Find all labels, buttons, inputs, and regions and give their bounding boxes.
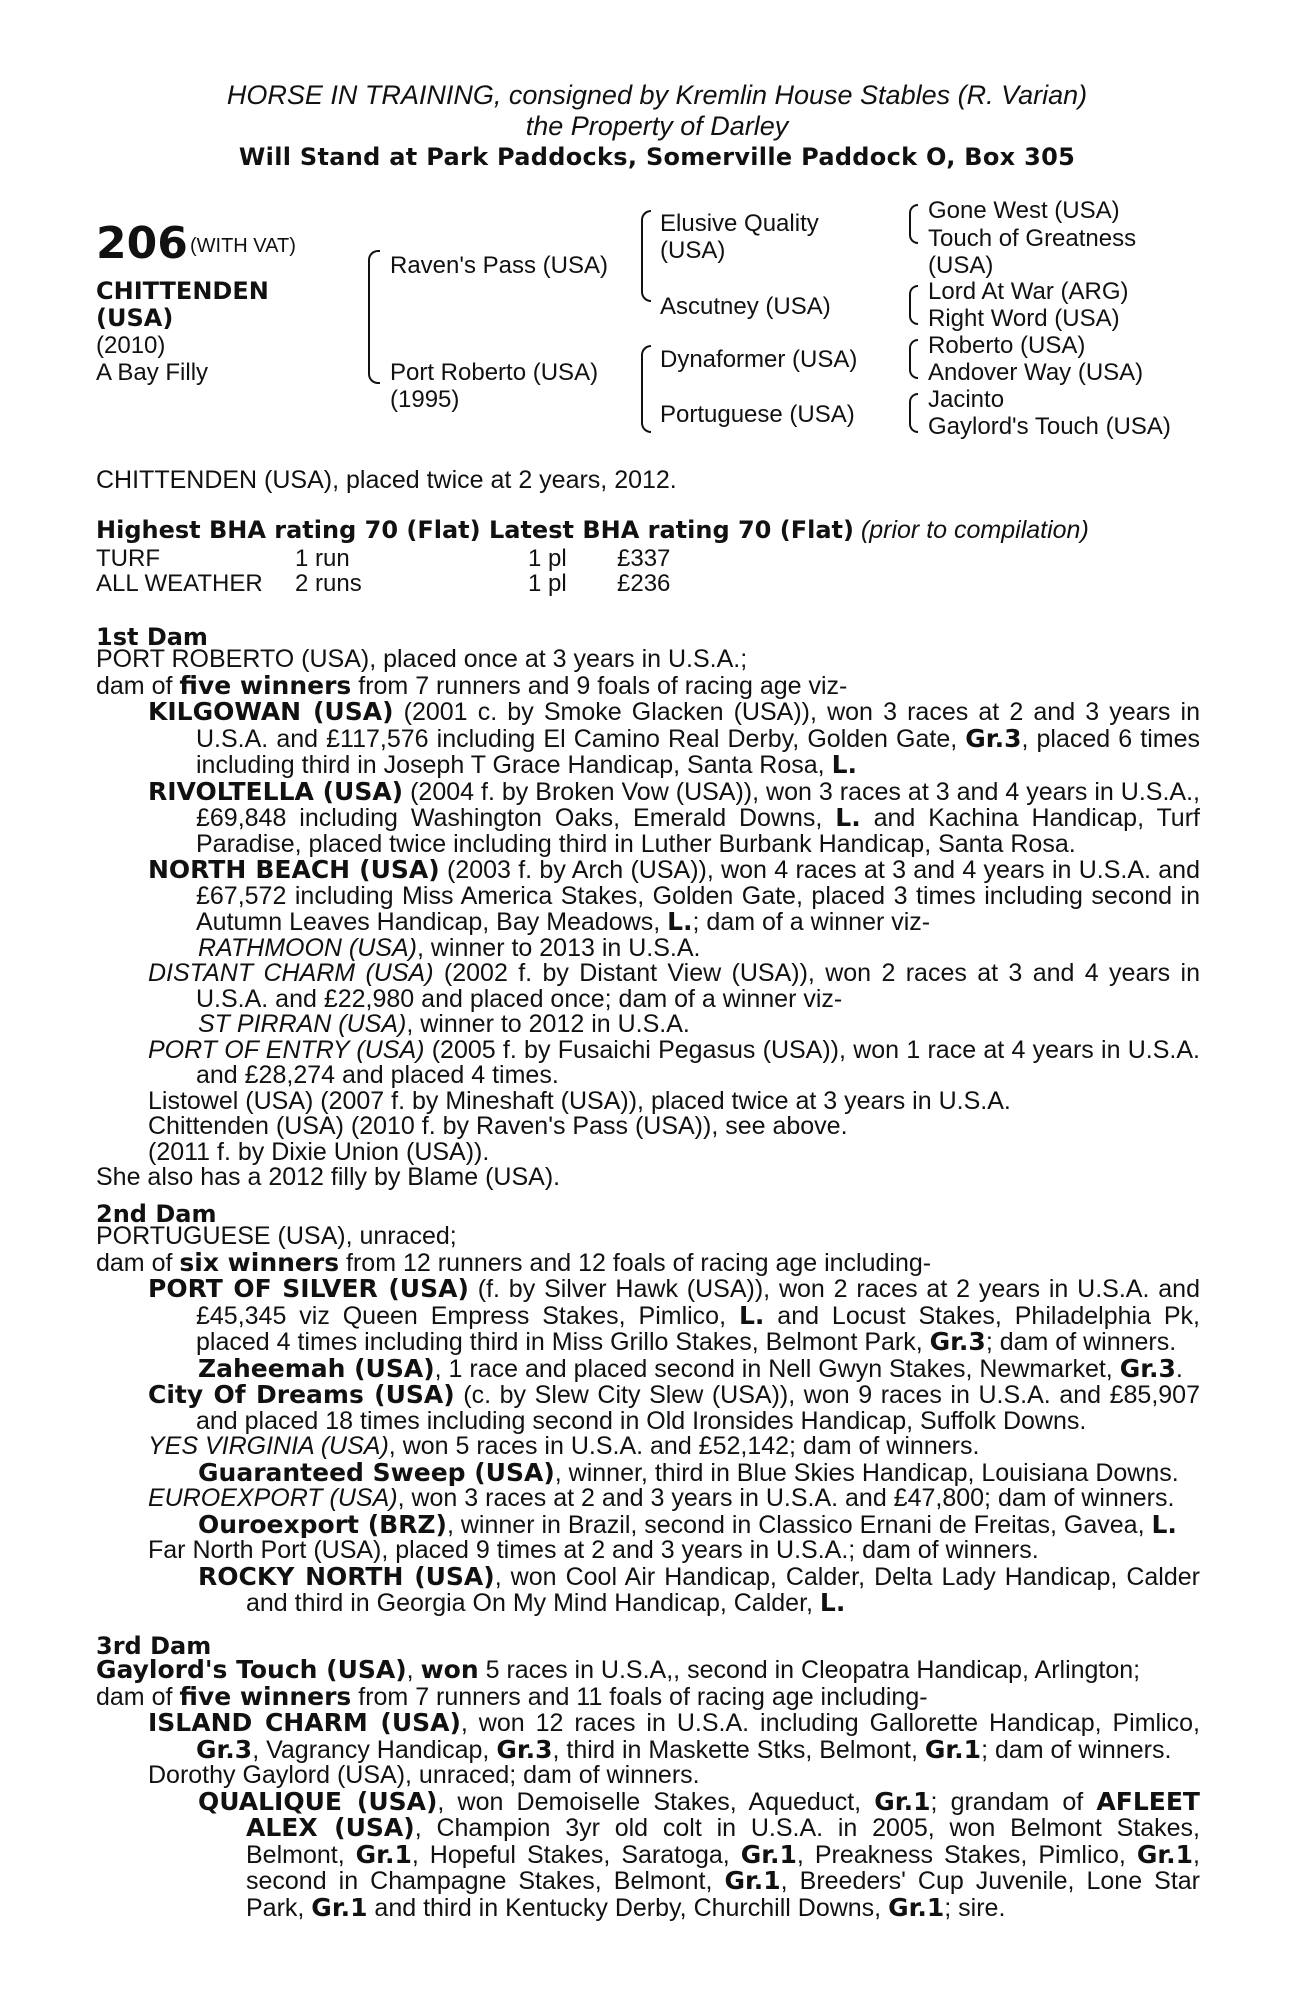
sire-sire: Elusive Quality: [660, 210, 819, 237]
horse-name: RIVOLTELLA (USA): [148, 776, 404, 806]
horse-name: DISTANT CHARM (USA): [148, 959, 434, 987]
text-run: and third in Kentucky Derby, Churchill Downs,: [367, 1893, 889, 1922]
pedigree-brace: [641, 210, 651, 302]
produce-entry: [96, 1434, 1200, 1460]
horse-country: (USA): [96, 304, 174, 332]
produce-entry: [96, 1382, 1200, 1434]
rating-row-turf-earnings: £337: [617, 545, 671, 572]
grade-label: Gr.1: [724, 1866, 781, 1895]
text-run: , won 5 races in U.S.A. and £52,142; dam of winners.: [388, 1432, 980, 1460]
sire-sire-sire: Gone West (USA): [928, 197, 1120, 224]
produce-entry: [96, 961, 1200, 1012]
produce-entry: [96, 699, 1200, 779]
rating-row-aw-runs: 2 runs: [295, 570, 362, 597]
horse-name: ST PIRRAN (USA): [198, 1010, 407, 1038]
winner-count: five winners: [179, 670, 352, 700]
rating-text: Highest BHA rating 70 (Flat) Latest BHA rating 70 (Flat): [96, 516, 854, 544]
dam-sire-sire: Roberto (USA): [928, 332, 1086, 359]
produce-sub-entry: [96, 1012, 1200, 1038]
text-run: (2005 f. by Fusaichi Pegasus (USA)), won 1 race at 4 years in U.S.A. and £28,274 and placed 4 times.: [196, 1035, 1200, 1089]
produce-entry: [96, 1276, 1200, 1356]
text-run: , Champion 3yr old colt in U.S.A. in 2005, won Belmont Stakes, Belmont,: [246, 1814, 1201, 1869]
produce-entry: Listowel (USA) (2007 f. by Mineshaft (USA)), placed twice at 3 years in U.S.A.: [148, 1086, 1011, 1115]
horse-name: NORTH BEACH (USA): [148, 855, 440, 884]
text-run: dam of: [96, 1248, 180, 1277]
dam-sire: Dynaformer (USA): [660, 346, 858, 373]
vat-label: (WITH VAT): [190, 235, 296, 257]
text-run: ; sire.: [944, 1893, 1006, 1922]
rating-row-aw-placed: 1 pl: [528, 570, 567, 597]
third-dam-section: [96, 1657, 1200, 1921]
text-run: , placed 6 times including third in Joseph T Grace Handicap, Santa Rosa,: [196, 724, 1200, 779]
first-dam-produce: [96, 670, 1200, 700]
first-dam-heading: 1st Dam: [96, 623, 208, 651]
produce-sub-entry: [96, 1457, 1200, 1487]
produce-entry: Dorothy Gaylord (USA), unraced; dam of winners.: [148, 1761, 700, 1789]
second-dam-intro: PORTUGUESE (USA), unraced;: [96, 1222, 457, 1250]
text-run: ; dam of winners.: [981, 1735, 1172, 1764]
horse-name: KILGOWAN (USA): [148, 697, 394, 726]
winner-count: five winners: [179, 1681, 352, 1711]
first-dam-section: [96, 647, 1200, 1191]
text-run: from 7 runners and 11 foals of racing age including-: [351, 1682, 928, 1711]
grade-label: Gr.3: [496, 1734, 553, 1764]
sire-dam: Ascutney (USA): [660, 293, 831, 320]
pedigree-brace: [909, 285, 918, 325]
dam-dam: Portuguese (USA): [660, 401, 855, 428]
horse-name: CHITTENDEN: [96, 277, 269, 305]
text-run: , won 12 races in U.S.A. including Gallorette Handicap, Pimlico,: [460, 1709, 1200, 1737]
sire-sire-dam-cont: (USA): [928, 252, 994, 279]
grade-label: Gr.1: [311, 1892, 368, 1922]
text-run: dam of: [96, 671, 180, 700]
grade-label: Gr.1: [874, 1786, 931, 1816]
text-run: , 1 race and placed second in Nell Gwyn Stakes, Newmarket,: [434, 1354, 1120, 1383]
horse-name: EUROEXPORT (USA): [148, 1484, 398, 1512]
grade-label: Gr.1: [740, 1839, 797, 1869]
grade-label: Gr.1: [355, 1839, 412, 1869]
closing-note: She also has a 2012 filly by Blame (USA).: [96, 1163, 561, 1191]
text-run: (2004 f. by Broken Vow (USA)), won 3 races at 3 and 4 years in U.S.A., £69,848 including Washington Oaks, Emerald Downs,: [196, 777, 1200, 832]
lot-number: 206: [96, 218, 188, 269]
produce-sub-entry: [96, 933, 1200, 962]
dam-sire-dam: Andover Way (USA): [928, 359, 1144, 386]
dam: Port Roberto (USA): [390, 359, 599, 386]
sire: Raven's Pass (USA): [390, 252, 608, 279]
horse-name: YES VIRGINIA (USA): [148, 1432, 389, 1460]
foaling-year: (2010): [96, 332, 166, 359]
text-run: , winner, third in Blue Skies Handicap, Louisiana Downs.: [554, 1458, 1179, 1487]
second-dam-produce: [96, 1247, 1200, 1277]
text-run: , won 3 races at 2 and 3 years in U.S.A. and £47,800; dam of winners.: [397, 1484, 1175, 1512]
horse-name: Gaylord's Touch (USA): [96, 1655, 407, 1684]
property-line: the Property of Darley: [525, 111, 789, 141]
text-run: , Hopeful Stakes, Saratoga,: [411, 1840, 741, 1869]
listed-label: L.: [835, 803, 861, 832]
text-run: (f. by Silver Hawk (USA)), won 2 races at 2 years in U.S.A. and £45,345 viz Queen Empress Stakes, Pimlico,: [196, 1275, 1200, 1330]
text-run: , won Demoiselle Stakes, Aqueduct,: [437, 1787, 875, 1816]
text-run: , Vagrancy Handicap,: [252, 1735, 497, 1764]
grade-label: Gr.3: [965, 723, 1022, 753]
text-run: from 7 runners and 9 foals of racing age viz-: [351, 671, 848, 700]
pedigree-brace: [909, 339, 918, 379]
sire-dam-sire: Lord At War (ARG): [928, 278, 1129, 305]
text-run: , won Cool Air Handicap, Calder, Delta Lady Handicap, Calder and third in Georgia On My Mind Handicap, Calder,: [246, 1562, 1200, 1617]
horse-name: RATHMOON (USA): [198, 933, 417, 962]
text-run: ; dam of winners.: [985, 1328, 1177, 1356]
horse-name: QUALIQUE (USA): [198, 1786, 438, 1816]
text-run: (2001 c. by Smoke Glacken (USA)), won 3 races at 2 and 3 years in U.S.A. and £117,576 including El Camino Real Derby, Golden Gate,: [196, 698, 1200, 753]
grade-label: Gr.1: [1136, 1839, 1194, 1869]
listed-label: L.: [1151, 1509, 1177, 1539]
text-run: ; dam of a winner viz-: [692, 908, 931, 936]
text-run: ; grandam of: [930, 1787, 1097, 1816]
produce-sub-entry: [96, 1786, 1201, 1922]
produce-sub-entry: [96, 1561, 1200, 1617]
text-run: 5 races in U.S.A,, second in Cleopatra Handicap, Arlington;: [478, 1656, 1141, 1684]
second-dam-section: [96, 1224, 1200, 1617]
produce-entry: Far North Port (USA), placed 9 times at 2 and 3 years in U.S.A.; dam of winners.: [148, 1536, 1039, 1564]
third-dam-produce: [96, 1681, 1200, 1711]
horse-name: AFLEET ALEX (USA): [246, 1786, 1200, 1842]
text-run: , winner to 2012 in U.S.A.: [406, 1010, 690, 1038]
sire-dam-dam: Right Word (USA): [928, 305, 1120, 332]
pedigree-brace: [909, 393, 918, 433]
text-run: (2002 f. by Distant View (USA)), won 2 races at 3 and 4 years in U.S.A. and £22,980 and placed once; dam of a winner viz-: [196, 959, 1200, 1013]
bha-rating: [96, 518, 1196, 544]
stand-location: Will Stand at Park Paddocks, Somerville Paddock O, Box 305: [238, 143, 1076, 171]
produce-entry: (2011 f. by Dixie Union (USA)).: [148, 1137, 490, 1166]
horse-name: ROCKY NORTH (USA): [198, 1561, 495, 1591]
rating-note: (prior to compilation): [860, 516, 1089, 544]
text-run: and Kachina Handicap, Turf Paradise, placed twice including third in Luther Burbank Handicap, Santa Rosa.: [196, 804, 1200, 858]
horse-name: Ouroexport (BRZ): [198, 1509, 447, 1539]
pedigree-brace: [909, 204, 918, 244]
grade-label: Gr.1: [888, 1892, 945, 1922]
grade-label: Gr.3: [929, 1327, 986, 1356]
text-run: and Locust Stakes, Philadelphia Pk, placed 4 times including third in Miss Grillo Stakes, Belmont Park,: [196, 1301, 1201, 1356]
text-run: from 12 runners and 12 foals of racing age including-: [339, 1248, 932, 1277]
text-run: ,: [406, 1656, 421, 1684]
text-run: , winner to 2013 in U.S.A.: [416, 933, 701, 962]
text-run: , winner in Brazil, second in Classico Ernani de Freitas, Gavea,: [446, 1510, 1152, 1539]
produce-entry: [96, 1710, 1200, 1763]
produce-sub-entry: [96, 1353, 1200, 1383]
grade-label: Gr.3: [196, 1734, 253, 1764]
third-dam-heading: 3rd Dam: [96, 1632, 212, 1660]
rating-row-turf-placed: 1 pl: [528, 545, 567, 572]
listed-label: L.: [831, 750, 857, 779]
horse-name: ISLAND CHARM (USA): [148, 1708, 461, 1737]
text-run: .: [1175, 1354, 1183, 1383]
text-run: (c. by Slew City Slew (USA)), won 9 races in U.S.A. and £85,907 and placed 18 times including second in Old Ironsides Handicap, Suffolk Downs.: [196, 1381, 1200, 1435]
horse-name: Zaheemah (USA): [198, 1353, 435, 1383]
text-run: (2003 f. by Arch (USA)), won 4 races at 3 and 4 years in U.S.A. and £67,572 including Miss America Stakes, Golden Gate, placed 3 times including second in Autumn Leaves Handicap, Bay Meadows,: [196, 856, 1200, 936]
listed-label: L.: [667, 907, 693, 936]
catalogue-heading: HORSE IN TRAINING, consigned by Kremlin House Stables (R. Varian): [226, 80, 1088, 110]
sire-sire-cont: (USA): [660, 237, 726, 264]
produce-entry: [96, 857, 1200, 936]
text-run: , third in Maskette Stks, Belmont,: [552, 1735, 925, 1764]
dam-dam-sire: Jacinto: [928, 386, 1005, 413]
text-run: won: [420, 1655, 479, 1684]
race-summary: CHITTENDEN (USA), placed twice at 2 years, 2012.: [96, 466, 677, 494]
pedigree-brace: [368, 250, 380, 384]
grade-label: Gr.3: [1119, 1353, 1176, 1383]
horse-description: A Bay Filly: [96, 359, 209, 386]
produce-entry: Chittenden (USA) (2010 f. by Raven's Pass (USA)), see above.: [148, 1112, 848, 1140]
listed-label: L.: [819, 1588, 846, 1617]
winner-count: six winners: [179, 1247, 340, 1277]
rating-row-aw-surface: ALL WEATHER: [96, 570, 263, 597]
third-dam-intro: [96, 1657, 1200, 1684]
rating-row-turf-runs: 1 run: [295, 545, 350, 572]
dam-year: (1995): [390, 386, 460, 413]
horse-name: PORT OF SILVER (USA): [148, 1274, 469, 1303]
second-dam-heading: 2nd Dam: [96, 1200, 217, 1228]
text-run: dam of: [96, 1682, 180, 1711]
rating-row-turf-surface: TURF: [96, 545, 160, 572]
horse-name: Guaranteed Sweep (USA): [198, 1457, 555, 1487]
pedigree-brace: [641, 345, 651, 433]
first-dam-intro: PORT ROBERTO (USA), placed once at 3 years in U.S.A.;: [96, 645, 748, 673]
rating-row-aw-earnings: £236: [617, 570, 671, 597]
grade-label: Gr.1: [924, 1734, 982, 1764]
text-run: , second in Champagne Stakes, Belmont,: [246, 1840, 1200, 1895]
produce-sub-entry: [96, 1509, 1200, 1539]
sire-sire-dam: Touch of Greatness: [928, 225, 1137, 252]
dam-dam-dam: Gaylord's Touch (USA): [928, 413, 1171, 440]
text-run: , Breeders' Cup Juvenile, Lone Star Park,: [246, 1867, 1200, 1922]
listed-label: L.: [738, 1300, 765, 1330]
horse-name: PORT OF ENTRY (USA): [148, 1035, 425, 1064]
text-run: , Preakness Stakes, Pimlico,: [796, 1840, 1137, 1869]
produce-entry: [96, 776, 1200, 858]
produce-entry: [96, 1486, 1200, 1512]
horse-name: City Of Dreams (USA): [148, 1380, 455, 1409]
produce-entry: [96, 1035, 1200, 1089]
